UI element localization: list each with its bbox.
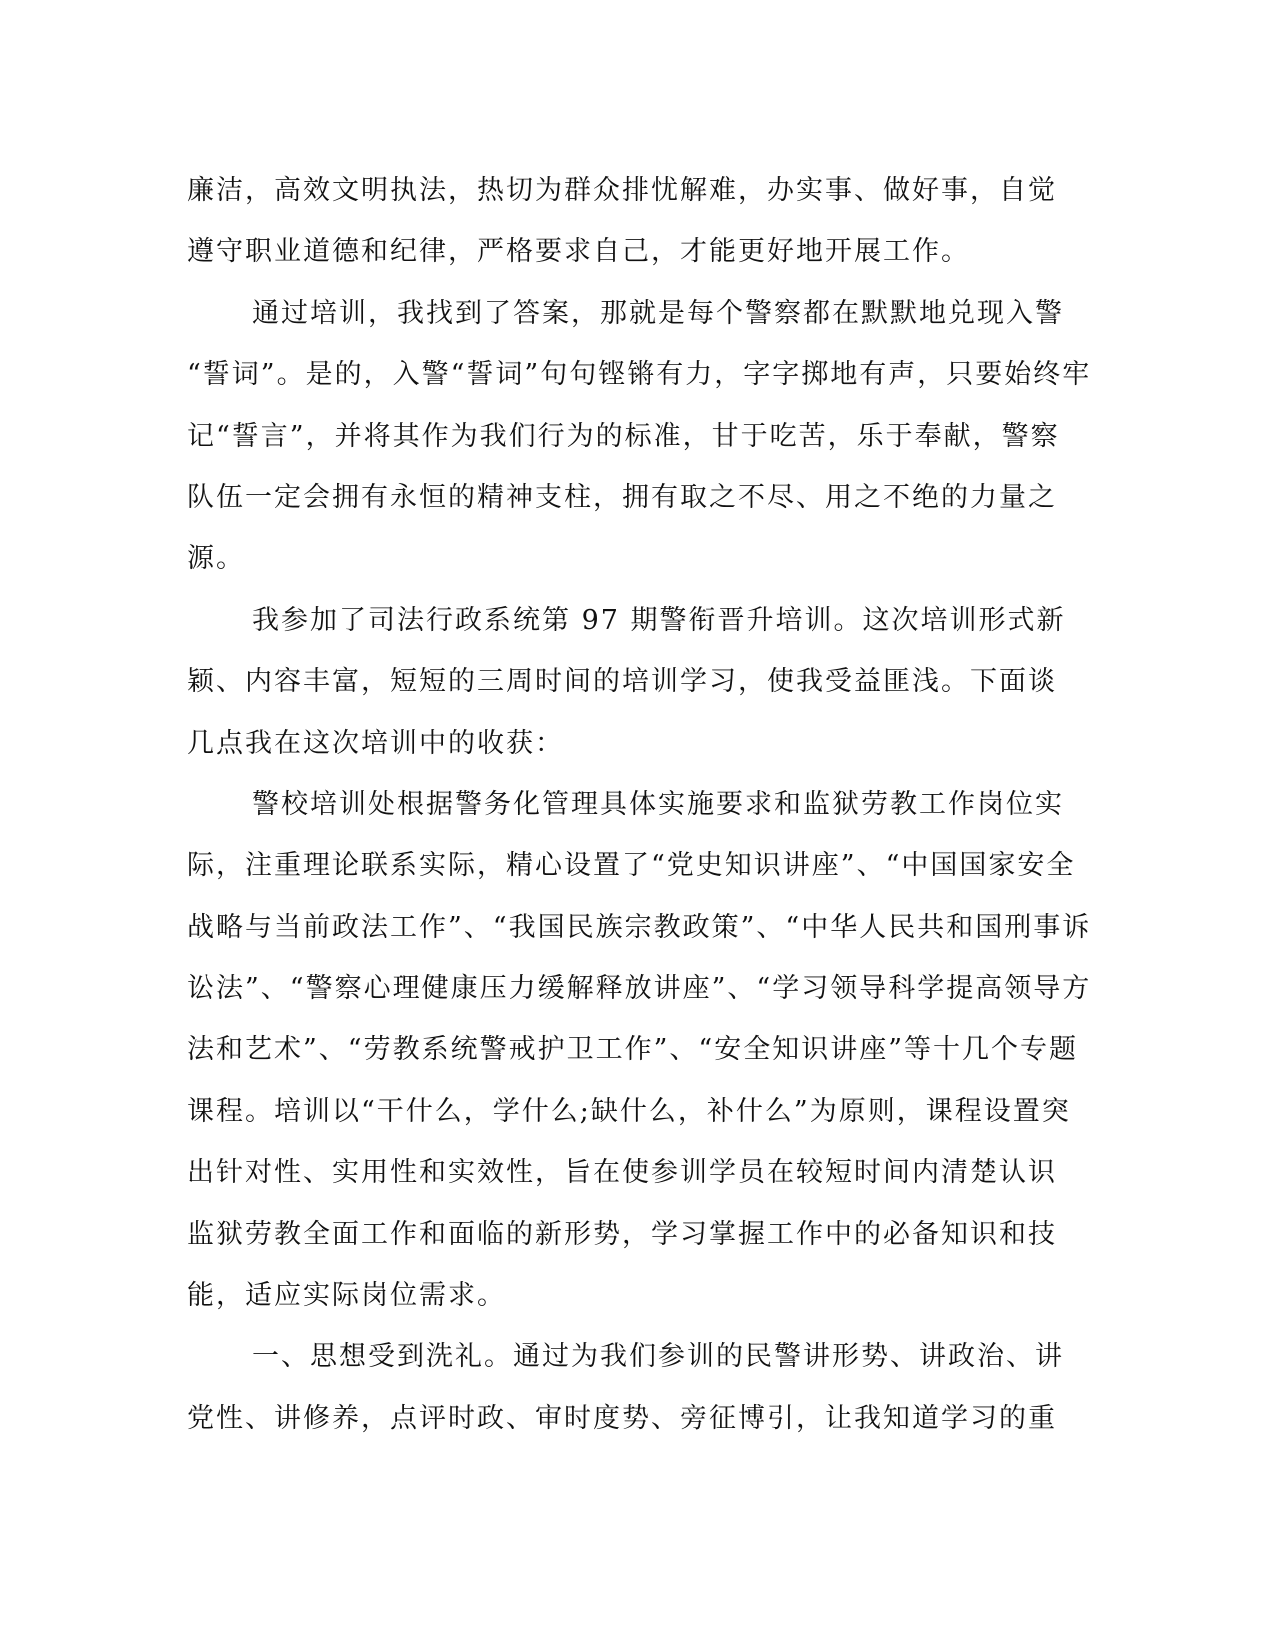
text-line: 我参加了司法行政系统第 97 期警衔晋升培训。这次培训形式新: [252, 604, 1066, 636]
paragraph: [187, 1326, 1087, 1449]
text-line: 战略与当前政法工作”、“我国民族宗教政策”、“中华人民共和国刑事诉: [187, 911, 1092, 943]
paragraph: [187, 283, 1092, 590]
text-line: “誓词”。是的，入警“誓词”句句铿锵有力，字字掷地有声，只要始终牢: [187, 359, 1092, 391]
text-line: 警校培训处根据警务化管理具体实施要求和监狱劳教工作岗位实: [252, 788, 1064, 820]
text-line: 通过培训，我找到了答案，那就是每个警察都在默默地兑现入警: [252, 297, 1064, 329]
paragraph: [187, 160, 1087, 283]
text-line: 一、思想受到洗礼。通过为我们参训的民警讲形势、讲政治、讲: [252, 1341, 1064, 1373]
paragraph: [187, 774, 1092, 1327]
text-line: 记“誓言”，并将其作为我们行为的标准，甘于吃苦，乐于奉献，警察: [187, 420, 1060, 452]
text-line: 队伍一定会拥有永恒的精神支柱，拥有取之不尽、用之不绝的力量之: [187, 481, 1057, 513]
text-line: 颖、内容丰富，短短的三周时间的培训学习，使我受益匪浅。下面谈: [187, 666, 1057, 698]
text-line: 几点我在这次培训中的收获：: [187, 727, 564, 759]
text-line: 能，适应实际岗位需求。: [187, 1280, 506, 1312]
text-line: 讼法”、“警察心理健康压力缓解释放讲座”、“学习领导科学提高领导方: [187, 973, 1092, 1005]
paragraph: [187, 590, 1087, 774]
text-line: 法和艺术”、“劳教系统警戒护卫工作”、“安全知识讲座”等十几个专题: [187, 1034, 1079, 1066]
document-body: [187, 160, 1092, 1449]
text-line: 出针对性、实用性和实效性，旨在使参训学员在较短时间内清楚认识: [187, 1157, 1057, 1189]
text-line: 廉洁，高效文明执法，热切为群众排忧解难，办实事、做好事，自觉: [187, 175, 1057, 206]
text-line: 监狱劳教全面工作和面临的新形势，学习掌握工作中的必备知识和技: [187, 1218, 1057, 1250]
text-line: 际，注重理论联系实际，精心设置了“党史知识讲座”、“中国国家安全: [187, 850, 1076, 882]
text-line: 课程。培训以“干什么，学什么;缺什么，补什么”为原则，课程设置突: [187, 1095, 1071, 1127]
text-line: 党性、讲修养，点评时政、审时度势、旁征博引，让我知道学习的重: [187, 1402, 1057, 1434]
text-line: 遵守职业道德和纪律，严格要求自己，才能更好地开展工作。: [187, 236, 970, 268]
text-line: 源。: [187, 543, 245, 575]
